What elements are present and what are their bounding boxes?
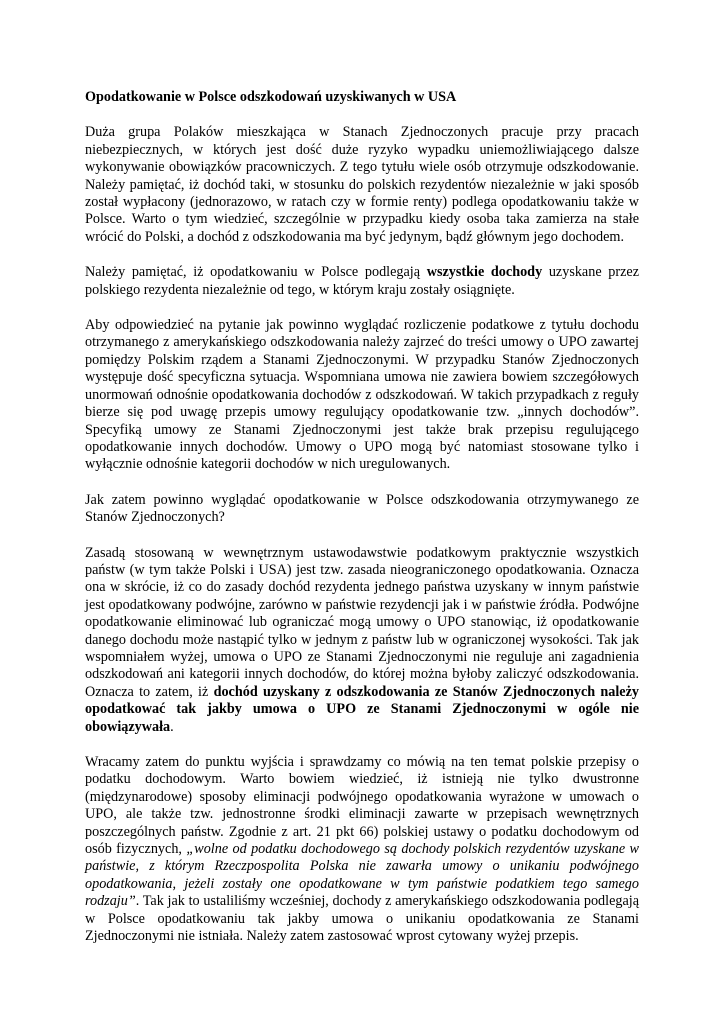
paragraph-5 bbox=[85, 545, 639, 736]
paragraph-6-text-a: Wracamy zatem do punktu wyjścia i sprawdzamy co mówią na ten temat polskie przepisy o podatku dochodowym. Warto bowiem wiedzieć, iż istnieją nie tylko dwustronne (międzynarodowe) sposoby eliminacji podwójnego opodatkowania wyrażone w umowach o UPO, ale także tzw. jednostronne środki eliminacji zawarte w przepisach wewnętrznych poszczególnych państw. Zgodnie z art. 21 pkt 66) polskiej ustawy o podatku dochodowym od osób fizycznych, bbox=[85, 754, 639, 858]
paragraph-5-text-c: . bbox=[170, 718, 174, 735]
paragraph-2-text-c: uzyskane przez polskiego rezydenta niezależnie od tego, w którym kraju zostały osiągnięte. bbox=[85, 264, 639, 298]
paragraph-1: Duża grupa Polaków mieszkająca w Stanach Zjednoczonych pracuje przy pracach niebezpiecznych, w których jest dość duże ryzyko wypadku uniemożliwiającego dalsze wykonywanie obowiązków pracowniczych. Z tego tytułu wiele osób otrzymuje odszkodowanie. Należy pamiętać, iż dochód taki, w stosunku do polskich rezydentów niezależnie w jaki sposób został wypłacony (jednorazowo, w ratach czy w formie renty) podlega opodatkowaniu także w Polsce. Warto o tym wiedzieć, szczególnie w przypadku kiedy osoba taka zamierza na stałe wrócić do Polski, a dochód z odszkodowania ma być jedynym, bądź głównym jego dochodem. bbox=[85, 124, 639, 245]
paragraph-5-bold: dochód uzyskany z odszkodowania ze Stanów Zjednoczonych należy opodatkować tak jakby umowa o UPO ze Stanami Zjednoczonymi w ogóle nie obowiązywała bbox=[85, 683, 639, 735]
paragraph-3: Aby odpowiedzieć na pytanie jak powinno wyglądać rozliczenie podatkowe z tytułu dochodu otrzymanego z amerykańskiego odszkodowania należy zajrzeć do treści umowy o UPO zawartej pomiędzy Polskim rządem a Stanami Zjednoczonymi. W przypadku Stanów Zjednoczonych występuje dość specyficzna sytuacja. Wspomniana umowa nie zawiera bowiem szczegółowych unormowań odnośnie opodatkowania dochodów z odszkodowań. W takich przypadkach z reguły bierze się pod uwagę przepis umowy regulujący opodatkowanie tzw. „innych dochodów”. Specyfiką umowy ze Stanami Zjednoczonymi jest także brak przepisu regulującego opodatkowanie innych dochodów. Umowy o UPO mogą być natomiast stosowane tylko i wyłącznie odnośnie kategorii dochodów w nich uregulowanych. bbox=[85, 317, 639, 473]
paragraph-6-text-c: . Tak jak to ustaliliśmy wcześniej, dochody z amerykańskiego odszkodowania podlegają w Polsce opodatkowaniu tak jakby umowa o unikaniu opodatkowania ze Stanami Zjednoczonymi nie istniała. Należy zatem zastosować wprost cytowany wyżej przepis. bbox=[85, 893, 639, 945]
document-body bbox=[85, 89, 639, 963]
paragraph-2-bold: wszystkie dochody bbox=[426, 264, 543, 281]
paragraph-4: Jak zatem powinno wyglądać opodatkowanie w Polsce odszkodowania otrzymywanego ze Stanów Zjednoczonych? bbox=[85, 491, 639, 526]
paragraph-6-quote: „wolne od podatku dochodowego są dochody polskich rezydentów uzyskane w państwie, z którym Rzeczpospolita Polska nie zawarła umowy o unikaniu podwójnego opodatkowania, jeżeli zostały one opodatkowane w tym państwie podatkiem tego samego rodzaju” bbox=[85, 841, 639, 910]
paragraph-2-text-a: Należy pamiętać, iż opodatkowaniu w Polsce podlegają bbox=[85, 264, 427, 281]
paragraph-5-text-a: Zasadą stosowaną w wewnętrznym ustawodawstwie podatkowym praktycznie wszystkich państw (w tym także Polski i USA) jest tzw. zasada nieograniczonego opodatkowania. Oznacza ona w skrócie, iż co do zasady dochód rezydenta jednego państwa uzyskany w innym państwie jest opodatkowany podwójne, zarówno w państwie rezydencji jak i w państwie źródła. Podwójne opodatkowanie eliminować lub ograniczać mogą umowy o UPO stanowiąc, iż opodatkowanie danego dochodu może nastąpić tylko w jednym z państw lub w ograniczonej wysokości. Tak jak wspomniałem wyżej, umowa o UPO ze Stanami Zjednoczonymi nie reguluje ani zagadnienia odszkodowań ani kategorii innych dochodów, do której można byłoby zaliczyć odszkodowania. Oznacza to zatem, iż bbox=[85, 544, 639, 700]
document-title: Opodatkowanie w Polsce odszkodowań uzyskiwanych w USA bbox=[85, 89, 457, 105]
paragraph-6 bbox=[85, 754, 639, 945]
paragraph-2 bbox=[85, 264, 639, 299]
